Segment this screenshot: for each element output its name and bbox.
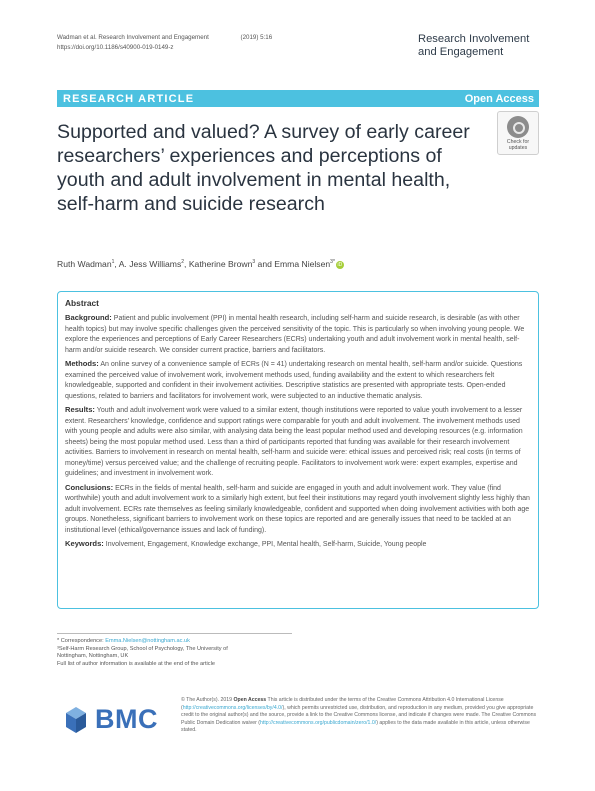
check-for-updates-line2: updates [508,145,528,151]
author-name[interactable]: A. Jess Williams [118,259,182,269]
abstract-results: Results: Youth and adult involvement work were valued to a similar extent, though institutions were reported to value youth involvement to a lesser extent. Researchers’ knowledge, confidence and support ratings were comparable for youth and adult involvement. The involvement methods used with young people and adults were also similar, with analysing data being the least popular method used and developing resources (e.g. information sheets) being the most popular method used. Less than a third of participants reported that funding was available for their research involvement activities. Barriers to involvement in research on mental health, self-harm and suicide were: ethical issues and perceived risk; real costs (in terms of money/time) versus perceived value; and the challenge of recruiting people. Facilitators to involvement work were: expert examples, expertise and guidelines; and investment in involvement work. [65,405,523,477]
check-for-updates-icon [507,116,529,138]
journal-name-line2: and Engagement [418,45,504,58]
abstract-conclusions: Conclusions: ECRs in the fields of mental health, self-harm and suicide are engaged in youth and adult involvement work. They value (find worthwhile) youth and adult involvement work to a similarly high extent, but feel their institutions may regard youth involvement slightly less highly than adult involvement. ECRs rate themselves as feeling similarly knowledgeable, confident and supported when doing involvement activities with both age groups. Nonetheless, significant barriers to involvement work on these topics are reported and are generally issues that need to be tackled at an institutional level (ethical/governance issues and lack of funding). [65,482,530,534]
author-affiliation-marker: 3 [252,259,256,266]
running-header [57,33,272,52]
public-domain-link[interactable]: http://creativecommons.org/publicdomain/zero/1.0/ [260,719,377,726]
publisher-logo: BMC [95,704,158,734]
open-access-label: Open Access [464,92,534,105]
abstract-heading: Abstract [65,298,99,308]
abstract-keywords: Keywords: Involvement, Engagement, Knowledge exchange, PPI, Mental health, Self-harm, Suicide, Young people [65,539,427,548]
abstract-background: Background: Patient and public involvement (PPI) in mental health research, including self-harm and suicide research, is desirable (as with other health topics) but may involve specific challenges given the perceived sensitivity of the topic. This is particularly so when involving young people. We explore the experiences and perceptions of Early Career Researchers (ECRs) undertaking youth and adult involvement work in mental health, self-harm and/or suicide research. We consider current practice, barriers and facilitators. [65,313,525,354]
correspondence-email[interactable]: Emma.Nielsen@nottingham.ac.uk [105,638,190,644]
author-name[interactable]: Ruth Wadman [57,259,112,269]
author-info-note: Full list of author information is available at the end of the article [57,660,215,667]
author-name[interactable]: Emma Nielsen [274,259,331,269]
abstract-methods: Methods: An online survey of a convenience sample of ECRs (N = 41) undertaking research on mental health, self-harm and/or suicide. Questions examined the perceived value of involvement work, involvement methods used, funding availability and the extent to which researchers felt knowledgeable, supported and confident in their involvement activities. Descriptive statistics are presented with appropriate tests. Open-ended questions, related to barriers and facilitators for involvement work, were subjected to an inductive thematic analysis. [65,359,523,400]
article-title: Supported and valued? A survey of early career researchers’ experiences and perceptions of youth and adult involvement in mental health, self-harm and suicide research [57,121,470,215]
correspondence-label: * Correspondence: [57,638,104,644]
author-affiliation-marker: 1 [111,259,115,266]
license-statement: © The Author(s). 2019 Open Access This article is distributed under the terms of the Creative Commons Attribution 4.0 International License (http://creativecommons.org/licenses/by/4.0/), which permits unrestricted use, distribution, and reproduction in any medium, provided you give appropriate credit to the original author(s) and the source, provide a link to the Creative Commons license, and indicate if changes were made. The Creative Commons Public Domain Dedication waiver (http://creativecommons.org/publicdomain/zero/1.0/) applies to the data made available in this article, unless otherwise stated. [181,697,537,734]
journal-name [418,33,539,58]
check-for-updates-button[interactable] [497,111,539,155]
author-list: Ruth Wadman$^1$, A. Jess Williams$^2$, Katherine Brown$^3$ and Emma Nielsen$^{3*}$ iD [57,259,343,269]
correspondence-note [57,633,292,668]
orcid-icon[interactable]: iD [337,262,343,268]
author-name[interactable]: Katherine Brown [188,259,253,269]
affiliation-line: Nottingham, Nottingham, UK [57,653,129,659]
abstract-box [57,291,539,609]
journal-name-line1: Research Involvement [418,33,530,45]
author-affiliation-marker: 3* [330,259,335,266]
header-year: (2019) 5:16 [240,34,273,41]
header-citation: Wadman et al. Research Involvement and Engagement [57,34,209,41]
header-doi[interactable]: https://doi.org/10.1186/s40900-019-0149-z [57,43,174,51]
check-for-updates-line1: Check for [506,139,530,145]
article-type-label: RESEARCH ARTICLE [63,92,195,105]
author-affiliation-marker: 2 [181,259,185,266]
affiliation-line: ³Self-Harm Research Group, School of Psychology, The University of [57,645,228,652]
license-link[interactable]: http://creativecommons.org/licenses/by/4.0/ [182,704,283,711]
article-type-banner [57,90,539,107]
